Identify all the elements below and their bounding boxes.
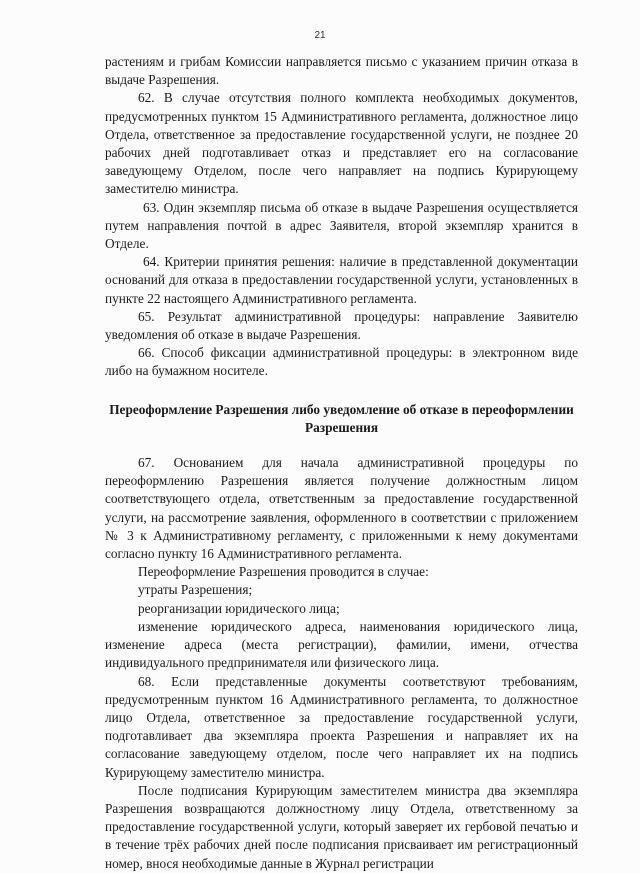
paragraph-65: 65. Результат административной процедуры: направление Заявителю уведомления об отказе в выдаче Разрешения.: [105, 308, 578, 343]
paragraph-68: 68. Если представленные документы соответствуют требованиям, предусмотренным пунктом 16 Административного регламента, то должностное лицо Отдела, ответственное за предоставление государственной услуги, подготавливает два экземпляра проекта Разрешения и направляет их на согласование заведующему отделом, после чего направляет их на подпись Курирующему заместителю министра.: [105, 673, 578, 780]
reissue-case-item: реорганизации юридического лица;: [138, 600, 340, 616]
paragraph-63: 63. Один экземпляр письма об отказе в выдаче Разрешения осуществляется путем направления почтой в адрес Заявителя, второй экземпляр хранится в Отделе.: [105, 199, 578, 252]
document-body: [105, 53, 578, 873]
page-number: 21: [314, 30, 326, 41]
paragraph-64: 64. Критерии принятия решения: наличие в представленной документации оснований для отказа в предоставлении государственной услуги, установленных в пункте 22 настоящего Административного регламента.: [105, 254, 578, 306]
paragraph-61-continuation: растениям и грибам Комиссии направляется письмо с указанием причин отказа в выдаче Разрешения.: [105, 54, 578, 88]
paragraph-67: 67. Основанием для начала административной процедуры по переоформлению Разрешения является получение должностным лицом соответствующего отдела, ответственным за предоставление государственной услуги, на рассмотрение заявления, оформленного в соответствии с приложением № 3 к Административному регламенту, с приложенными к нему документами согласно пункту 16 Административного регламента.: [105, 455, 578, 562]
paragraph-after-signing: После подписания Курирующим заместителем министра два экземпляра Разрешения возвращаются должностному лицу Отдела, ответственному за предоставление государственной услуги, который заверяет их гербовой печатью и в течение трёх рабочих дней после подписания присваивает им регистрационный номер, внося необходимые данные в Журнал регистрации: [105, 782, 578, 871]
reissue-case-item: утраты Разрешения;: [138, 582, 253, 598]
section-heading: Переоформление Разрешения либо уведомление об отказе в переоформлении Разрешения: [109, 401, 574, 435]
paragraph-62: 62. В случае отсутствия полного комплекта необходимых документов, предусмотренных пунктом 15 Административного регламента, должностное лицо Отдела, ответственное за предоставление государственной услуги, не позднее 20 рабочих дней подготавливает отказ и представляет его на согласование заведующему Отделом, после чего направляет на подпись Курирующему заместителю министра.: [105, 90, 578, 197]
reissue-case-item: изменение юридического адреса, наименования юридического лица, изменение адреса (места регистрации), фамилии, имени, отчества индивидуального предпринимателя или физического лица.: [105, 618, 578, 671]
reissue-cases-intro: Переоформление Разрешения проводится в случае:: [138, 564, 429, 580]
paragraph-66: 66. Способ фиксации административной процедуры: в электронном виде либо на бумажном носителе.: [105, 345, 578, 379]
